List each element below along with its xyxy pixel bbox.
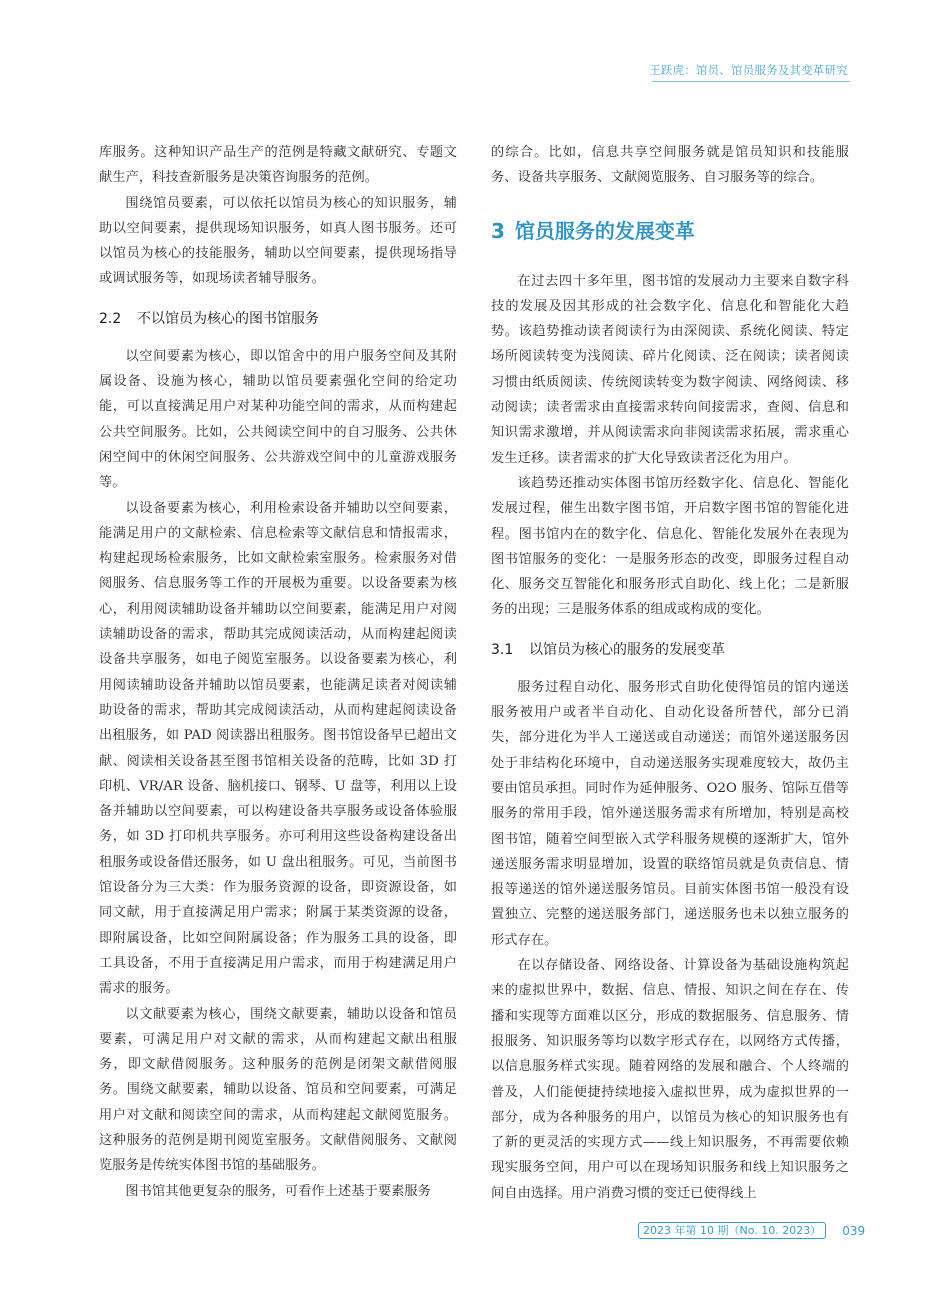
section-heading-2-2 [99,308,457,330]
paragraph: 以文献要素为核心，围绕文献要素，辅助以设备和馆员要素，可满足用户对文献的需求，从而构建起文献出租服务，即文献借阅服务。这种服务的范例是闭架文献借阅服务。围绕文献要素，辅助以设备、馆员和空间要素，可满足用户对文献和阅读空间的需求，从而构建起文献阅览服务。这种服务的范例是期刊阅览室服务。文献借阅服务、文献阅览服务是传统实体图书馆的基础服务。 [99,1006,457,1174]
right-column [491,140,849,1206]
paragraph: 的综合。比如，信息共享空间服务就是馆员知识和技能服务、设备共享服务、文献阅览服务、自习服务等的综合。 [491,145,849,186]
section-heading-3 [491,217,849,245]
page-number: 039 [842,1223,866,1238]
paragraph: 在以存储设备、网络设备、计算设备为基础设施构筑起来的虚拟世界中，数据、信息、情报、知识之间在存在、传播和实现等方面难以区分，形成的数据服务、信息服务、情报服务、知识服务等均以数字形式存在，以网络方式传播，以信息服务样式实现。随着网络的发展和融合、个人终端的普及，人们能便捷持续地接入虚拟世界，成为虚拟世界的一部分，成为各种服务的用户，以馆员为核心的知识服务也有了新的更灵活的实现方式——线上知识服务，不再需要依赖现实服务空间，用户可以在现场知识服务和线上知识服务之间自由选择。用户消费习惯的变迁已使得线上 [491,958,849,1201]
section-title: 以馆员为核心的服务的发展变革 [529,641,725,658]
paragraph: 以设备要素为核心，利用检索设备并辅助以空间要素，能满足用户的文献检索、信息检索等文献信息和情报需求，构建起现场检索服务，比如文献检索室服务。检索服务对借阅服务、信息服务等工作的开展极为重要。以设备要素为核心，利用阅读辅助设备并辅助以空间要素，能满足用户对阅读辅助设备的需求，帮助其完成阅读活动，从而构建起阅读设备共享服务，如电子阅览室服务。以设备要素为核心，利用阅读辅助设备并辅助以馆员要素，也能满足读者对阅读辅助设备的需求，帮助其完成阅读活动，从而构建起阅读设备出租服务，如 PAD 阅读器出租服务。图书馆设备早已超出文献、阅读相关设备甚至图书馆相关设备的范畴，比如 3D 打印机、VR/AR 设备、脑机接口、钢琴、U 盘等，利用以上设备并辅助以空间要素，可以构建设备共享服务或设备体验服务，如 3D 打印机共享服务。亦可利用这些设备构建设备出租服务或设备借还服务，如 U 盘出租服务。可见，当前图书馆设备分为三大类：作为服务资源的设备，即资源设备，如同文献，用于直接满足用户需求；附属于某类资源的设备，即附属设备，比如空间附属设备；作为服务工具的设备，即工具设备，不用于直接满足用户需求，而用于构建满足用户需求的服务。 [99,500,457,997]
section-title: 不以馆员为核心的图书馆服务 [137,310,319,327]
section-number: 3.1 [491,641,514,658]
paragraph: 在过去四十多年里，图书馆的发展动力主要来自数字科技的发展及因其形成的社会数字化、信息化和智能化大趋势。该趋势推动读者阅读行为由深阅读、系统化阅读、特定场所阅读转变为浅阅读、碎片化阅读、泛在阅读；读者阅读习惯由纸质阅读、传统阅读转变为数字阅读、网络阅读、移动阅读；读者需求由直接需求转向间接需求，查阅、信息和知识需求激增，并从阅读需求向非阅读需求拓展，需求重心发生迁移。读者需求的扩大化导致读者泛化为用户。 [491,273,849,466]
paragraph: 以空间要素为核心，即以馆舍中的用户服务空间及其附属设备、设施为核心，辅助以馆员要素强化空间的给定功能，可以直接满足用户对某种功能空间的需求，从而构建起公共空间服务。比如，公共阅读空间中的自习服务、公共休闲空间中的休闲空间服务、公共游戏空间中的儿童游戏服务等。 [99,348,457,491]
page-footer [638,1222,865,1239]
header-rule [652,81,850,82]
running-title: 王跃虎：馆员、馆员服务及其变革研究 [649,63,848,77]
paragraph: 库服务。这种知识产品生产的范例是特藏文献研究、专题文献生产，科技查新服务是决策咨询服务的范例。 [99,145,457,186]
paragraph: 服务过程自动化、服务形式自助化使得馆员的馆内递送服务被用户或者半自动化、自动化设备所替代，部分已消失，部分进化为半人工递送或自动递送；而馆外递送服务因处于非结构化环境中，自动递送服务实现难度较大，故仍主要由馆员承担。同时作为延伸服务、O2O 服务、馆际互借等服务的常用手段，馆外递送服务需求有所增加，特别是高校图书馆，随着空间型嵌入式学科服务规模的逐渐扩大，馆外递送服务需求明显增加，设置的联络馆员就是负责信息、情报等递送的馆外递送服务馆员。目前实体图书馆一般没有设置独立、完整的递送服务部门，递送服务也未以独立服务的形式存在。 [491,679,849,948]
paragraph: 图书馆其他更复杂的服务，可看作上述基于要素服务 [125,1183,432,1199]
left-column [99,140,457,1204]
paragraph: 围绕馆员要素，可以依托以馆员为核心的知识服务，辅助以空间要素，提供现场知识服务，如真人图书服务。还可以馆员为核心的技能服务，辅助以空间要素，提供现场指导或调试服务等，如现场读者辅导服务。 [99,195,457,287]
paragraph: 该趋势还推动实体图书馆历经数字化、信息化、智能化发展过程，催生出数字图书馆，开启数字图书馆的智能化进程。图书馆内在的数字化、信息化、智能化发展外在表现为图书馆服务的变化：一是服务形态的改变，即服务过程自动化、服务交互智能化和服务形式自助化、线上化；二是新服务的出现；三是服务体系的组成或构成的变化。 [491,475,849,618]
section-number: 2.2 [99,310,122,327]
section-heading-3-1 [491,639,849,661]
section-title: 馆员服务的发展变革 [514,218,695,243]
issue-label: 2023 年第 10 期（No. 10. 2023） [638,1222,826,1239]
section-number: 3 [491,218,505,243]
